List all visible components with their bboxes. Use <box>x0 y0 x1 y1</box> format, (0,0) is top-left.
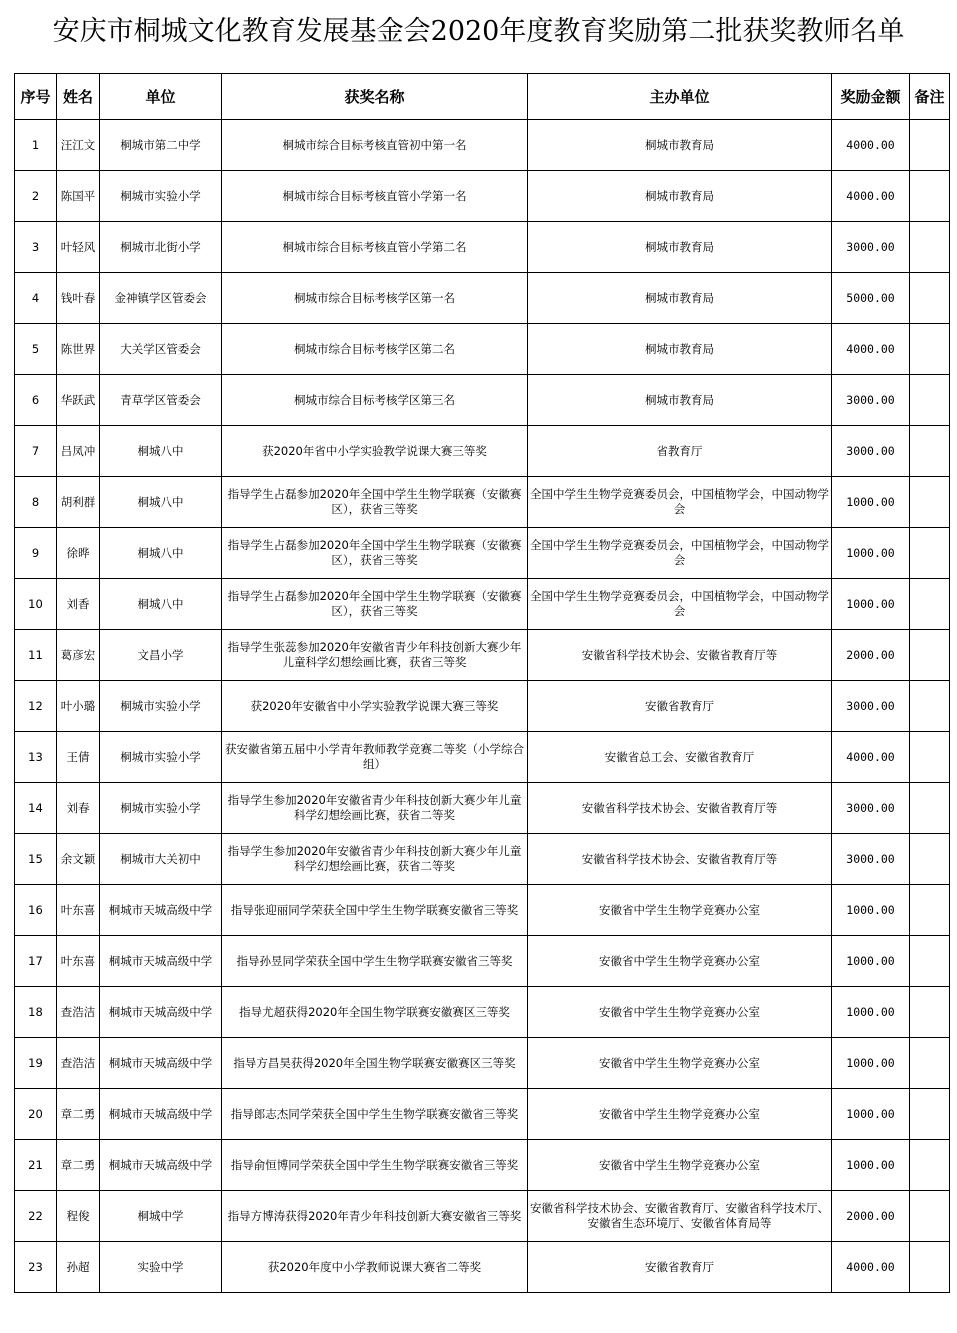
cell-award: 指导学生参加2020年安徽省青少年科技创新大赛少年儿童科学幻想绘画比赛，获省二等奖 <box>222 783 528 834</box>
table-row <box>15 1089 950 1140</box>
cell-name: 叶小璐 <box>57 681 100 732</box>
cell-unit: 大关学区管委会 <box>100 324 222 375</box>
cell-amount: 1000.00 <box>832 477 910 528</box>
cell-index: 17 <box>15 936 57 987</box>
table-row <box>15 222 950 273</box>
cell-note <box>910 630 950 681</box>
cell-index: 23 <box>15 1242 57 1293</box>
cell-organizer: 全国中学生生物学竞赛委员会，中国植物学会，中国动物学会 <box>528 477 832 528</box>
table-body <box>15 120 950 1293</box>
cell-note <box>910 324 950 375</box>
cell-note <box>910 171 950 222</box>
cell-index: 1 <box>15 120 57 171</box>
col-header-unit: 单位 <box>100 74 222 120</box>
cell-organizer: 全国中学生生物学竞赛委员会，中国植物学会，中国动物学会 <box>528 579 832 630</box>
cell-name: 陈国平 <box>57 171 100 222</box>
cell-unit: 桐城市实验小学 <box>100 732 222 783</box>
cell-amount: 3000.00 <box>832 222 910 273</box>
table-row <box>15 120 950 171</box>
cell-unit: 桐城市北街小学 <box>100 222 222 273</box>
cell-unit: 桐城市实验小学 <box>100 783 222 834</box>
cell-award: 桐城市综合目标考核直管小学第二名 <box>222 222 528 273</box>
cell-note <box>910 783 950 834</box>
cell-name: 王倩 <box>57 732 100 783</box>
cell-amount: 4000.00 <box>832 732 910 783</box>
cell-unit: 桐城市天城高级中学 <box>100 1038 222 1089</box>
cell-amount: 3000.00 <box>832 426 910 477</box>
cell-note <box>910 1191 950 1242</box>
cell-unit: 桐城市天城高级中学 <box>100 987 222 1038</box>
table-row <box>15 426 950 477</box>
cell-name: 叶东喜 <box>57 885 100 936</box>
cell-award: 指导孙昱同学荣获全国中学生生物学联赛安徽省三等奖 <box>222 936 528 987</box>
cell-note <box>910 681 950 732</box>
cell-index: 20 <box>15 1089 57 1140</box>
cell-name: 陈世界 <box>57 324 100 375</box>
cell-amount: 2000.00 <box>832 630 910 681</box>
cell-name: 吕凤冲 <box>57 426 100 477</box>
cell-unit: 桐城市实验小学 <box>100 681 222 732</box>
cell-amount: 5000.00 <box>832 273 910 324</box>
cell-organizer: 安徽省中学生生物学竞赛办公室 <box>528 1140 832 1191</box>
cell-unit: 桐城市天城高级中学 <box>100 1140 222 1191</box>
cell-name: 胡利群 <box>57 477 100 528</box>
cell-amount: 1000.00 <box>832 1089 910 1140</box>
cell-amount: 2000.00 <box>832 1191 910 1242</box>
cell-name: 徐晔 <box>57 528 100 579</box>
table-row <box>15 528 950 579</box>
cell-note <box>910 375 950 426</box>
cell-index: 14 <box>15 783 57 834</box>
cell-note <box>910 885 950 936</box>
table-row <box>15 1242 950 1293</box>
cell-organizer: 安徽省总工会、安徽省教育厅 <box>528 732 832 783</box>
cell-index: 18 <box>15 987 57 1038</box>
col-header-name: 姓名 <box>57 74 100 120</box>
header-row <box>15 74 950 120</box>
cell-name: 余文颖 <box>57 834 100 885</box>
cell-award: 桐城市综合目标考核直管小学第一名 <box>222 171 528 222</box>
cell-index: 11 <box>15 630 57 681</box>
cell-index: 3 <box>15 222 57 273</box>
table-row <box>15 1140 950 1191</box>
cell-index: 7 <box>15 426 57 477</box>
cell-award: 桐城市综合目标考核学区第三名 <box>222 375 528 426</box>
cell-index: 10 <box>15 579 57 630</box>
cell-note <box>910 1242 950 1293</box>
cell-name: 叶东喜 <box>57 936 100 987</box>
award-table <box>14 73 950 1293</box>
cell-note <box>910 222 950 273</box>
cell-organizer: 安徽省中学生生物学竞赛办公室 <box>528 1089 832 1140</box>
cell-index: 2 <box>15 171 57 222</box>
cell-name: 刘春 <box>57 783 100 834</box>
cell-award: 获2020年安徽省中小学实验教学说课大赛三等奖 <box>222 681 528 732</box>
table-row <box>15 171 950 222</box>
cell-name: 章二勇 <box>57 1140 100 1191</box>
cell-note <box>910 426 950 477</box>
cell-organizer: 桐城市教育局 <box>528 171 832 222</box>
cell-unit: 桐城市实验小学 <box>100 171 222 222</box>
cell-index: 5 <box>15 324 57 375</box>
cell-amount: 1000.00 <box>832 1140 910 1191</box>
cell-unit: 桐城八中 <box>100 579 222 630</box>
cell-unit: 文昌小学 <box>100 630 222 681</box>
cell-index: 16 <box>15 885 57 936</box>
cell-organizer: 安徽省中学生生物学竞赛办公室 <box>528 936 832 987</box>
cell-amount: 4000.00 <box>832 1242 910 1293</box>
cell-award: 指导张迎丽同学荣获全国中学生生物学联赛安徽省三等奖 <box>222 885 528 936</box>
cell-name: 华跃武 <box>57 375 100 426</box>
table-row <box>15 477 950 528</box>
cell-organizer: 安徽省中学生生物学竞赛办公室 <box>528 885 832 936</box>
cell-amount: 1000.00 <box>832 1038 910 1089</box>
cell-award: 指导尤超获得2020年全国生物学联赛安徽赛区三等奖 <box>222 987 528 1038</box>
cell-organizer: 桐城市教育局 <box>528 273 832 324</box>
cell-organizer: 桐城市教育局 <box>528 375 832 426</box>
cell-amount: 4000.00 <box>832 324 910 375</box>
cell-organizer: 安徽省教育厅 <box>528 1242 832 1293</box>
cell-index: 15 <box>15 834 57 885</box>
cell-organizer: 安徽省中学生生物学竞赛办公室 <box>528 987 832 1038</box>
cell-award: 桐城市综合目标考核学区第一名 <box>222 273 528 324</box>
cell-award: 指导学生参加2020年安徽省青少年科技创新大赛少年儿童科学幻想绘画比赛，获省二等奖 <box>222 834 528 885</box>
table-row <box>15 885 950 936</box>
cell-index: 8 <box>15 477 57 528</box>
cell-note <box>910 1089 950 1140</box>
cell-award: 桐城市综合目标考核学区第二名 <box>222 324 528 375</box>
table-row <box>15 273 950 324</box>
cell-amount: 3000.00 <box>832 783 910 834</box>
table-row <box>15 1038 950 1089</box>
col-header-organizer: 主办单位 <box>528 74 832 120</box>
page-title: 安庆市桐城文化教育发展基金会2020年度教育奖励第二批获奖教师名单 <box>52 16 905 47</box>
cell-name: 钱叶春 <box>57 273 100 324</box>
cell-organizer: 桐城市教育局 <box>528 324 832 375</box>
cell-unit: 桐城市天城高级中学 <box>100 936 222 987</box>
cell-organizer: 省教育厅 <box>528 426 832 477</box>
table-row <box>15 579 950 630</box>
col-header-index: 序号 <box>15 74 57 120</box>
cell-name: 查浩洁 <box>57 987 100 1038</box>
cell-unit: 桐城中学 <box>100 1191 222 1242</box>
cell-note <box>910 732 950 783</box>
table-row <box>15 630 950 681</box>
cell-amount: 4000.00 <box>832 171 910 222</box>
cell-amount: 3000.00 <box>832 834 910 885</box>
cell-note <box>910 1140 950 1191</box>
cell-name: 汪江文 <box>57 120 100 171</box>
cell-unit: 青草学区管委会 <box>100 375 222 426</box>
cell-note <box>910 936 950 987</box>
cell-index: 13 <box>15 732 57 783</box>
cell-award: 指导学生占磊参加2020年全国中学生生物学联赛（安徽赛区），获省三等奖 <box>222 528 528 579</box>
table-row <box>15 1191 950 1242</box>
cell-name: 查浩洁 <box>57 1038 100 1089</box>
table-row <box>15 681 950 732</box>
cell-amount: 3000.00 <box>832 375 910 426</box>
cell-unit: 桐城市天城高级中学 <box>100 885 222 936</box>
col-header-amount: 奖励金额 <box>832 74 910 120</box>
cell-name: 葛彦宏 <box>57 630 100 681</box>
cell-amount: 1000.00 <box>832 885 910 936</box>
cell-amount: 1000.00 <box>832 579 910 630</box>
cell-amount: 1000.00 <box>832 528 910 579</box>
table-row <box>15 987 950 1038</box>
cell-index: 21 <box>15 1140 57 1191</box>
cell-organizer: 桐城市教育局 <box>528 222 832 273</box>
cell-unit: 桐城市天城高级中学 <box>100 1089 222 1140</box>
cell-organizer: 安徽省教育厅 <box>528 681 832 732</box>
cell-note <box>910 528 950 579</box>
cell-note <box>910 579 950 630</box>
cell-organizer: 桐城市教育局 <box>528 120 832 171</box>
cell-note <box>910 1038 950 1089</box>
cell-unit: 桐城八中 <box>100 528 222 579</box>
cell-amount: 3000.00 <box>832 681 910 732</box>
cell-note <box>910 987 950 1038</box>
cell-note <box>910 273 950 324</box>
col-header-award: 获奖名称 <box>222 74 528 120</box>
cell-award: 获2020年省中小学实验教学说课大赛三等奖 <box>222 426 528 477</box>
col-header-note: 备注 <box>910 74 950 120</box>
cell-organizer: 安徽省科学技术协会、安徽省教育厅等 <box>528 630 832 681</box>
table-row <box>15 375 950 426</box>
cell-name: 章二勇 <box>57 1089 100 1140</box>
table-row <box>15 783 950 834</box>
cell-amount: 4000.00 <box>832 120 910 171</box>
cell-award: 指导学生张蕊参加2020年安徽省青少年科技创新大赛少年儿童科学幻想绘画比赛，获省三等奖 <box>222 630 528 681</box>
cell-note <box>910 477 950 528</box>
cell-name: 刘香 <box>57 579 100 630</box>
cell-amount: 1000.00 <box>832 936 910 987</box>
cell-index: 12 <box>15 681 57 732</box>
cell-unit: 桐城市第二中学 <box>100 120 222 171</box>
cell-index: 9 <box>15 528 57 579</box>
cell-award: 指导学生占磊参加2020年全国中学生生物学联赛（安徽赛区），获省三等奖 <box>222 579 528 630</box>
cell-unit: 桐城八中 <box>100 477 222 528</box>
cell-index: 19 <box>15 1038 57 1089</box>
cell-index: 22 <box>15 1191 57 1242</box>
cell-note <box>910 120 950 171</box>
cell-award: 指导郎志杰同学荣获全国中学生生物学联赛安徽省三等奖 <box>222 1089 528 1140</box>
cell-organizer: 安徽省中学生生物学竞赛办公室 <box>528 1038 832 1089</box>
cell-unit: 实验中学 <box>100 1242 222 1293</box>
cell-organizer: 全国中学生生物学竞赛委员会，中国植物学会，中国动物学会 <box>528 528 832 579</box>
cell-award: 指导方博涛获得2020年青少年科技创新大赛安徽省三等奖 <box>222 1191 528 1242</box>
cell-note <box>910 834 950 885</box>
table-row <box>15 936 950 987</box>
table-row <box>15 324 950 375</box>
cell-unit: 桐城八中 <box>100 426 222 477</box>
cell-organizer: 安徽省科学技术协会、安徽省教育厅、安徽省科学技术厅、安徽省生态环境厅、安徽省体育局等 <box>528 1191 832 1242</box>
cell-name: 孙超 <box>57 1242 100 1293</box>
cell-index: 4 <box>15 273 57 324</box>
cell-award: 获2020年度中小学教师说课大赛省二等奖 <box>222 1242 528 1293</box>
cell-award: 获安徽省第五届中小学青年教师教学竞赛二等奖（小学综合组） <box>222 732 528 783</box>
cell-award: 指导学生占磊参加2020年全国中学生生物学联赛（安徽赛区），获省三等奖 <box>222 477 528 528</box>
cell-award: 桐城市综合目标考核直管初中第一名 <box>222 120 528 171</box>
cell-award: 指导俞恒博同学荣获全国中学生生物学联赛安徽省三等奖 <box>222 1140 528 1191</box>
cell-name: 程俊 <box>57 1191 100 1242</box>
table-row <box>15 834 950 885</box>
cell-unit: 桐城市大关初中 <box>100 834 222 885</box>
cell-unit: 金神镇学区管委会 <box>100 273 222 324</box>
cell-amount: 1000.00 <box>832 987 910 1038</box>
cell-organizer: 安徽省科学技术协会、安徽省教育厅等 <box>528 834 832 885</box>
table-row <box>15 732 950 783</box>
cell-index: 6 <box>15 375 57 426</box>
cell-award: 指导方昌昊获得2020年全国生物学联赛安徽赛区三等奖 <box>222 1038 528 1089</box>
cell-organizer: 安徽省科学技术协会、安徽省教育厅等 <box>528 783 832 834</box>
cell-name: 叶轻风 <box>57 222 100 273</box>
